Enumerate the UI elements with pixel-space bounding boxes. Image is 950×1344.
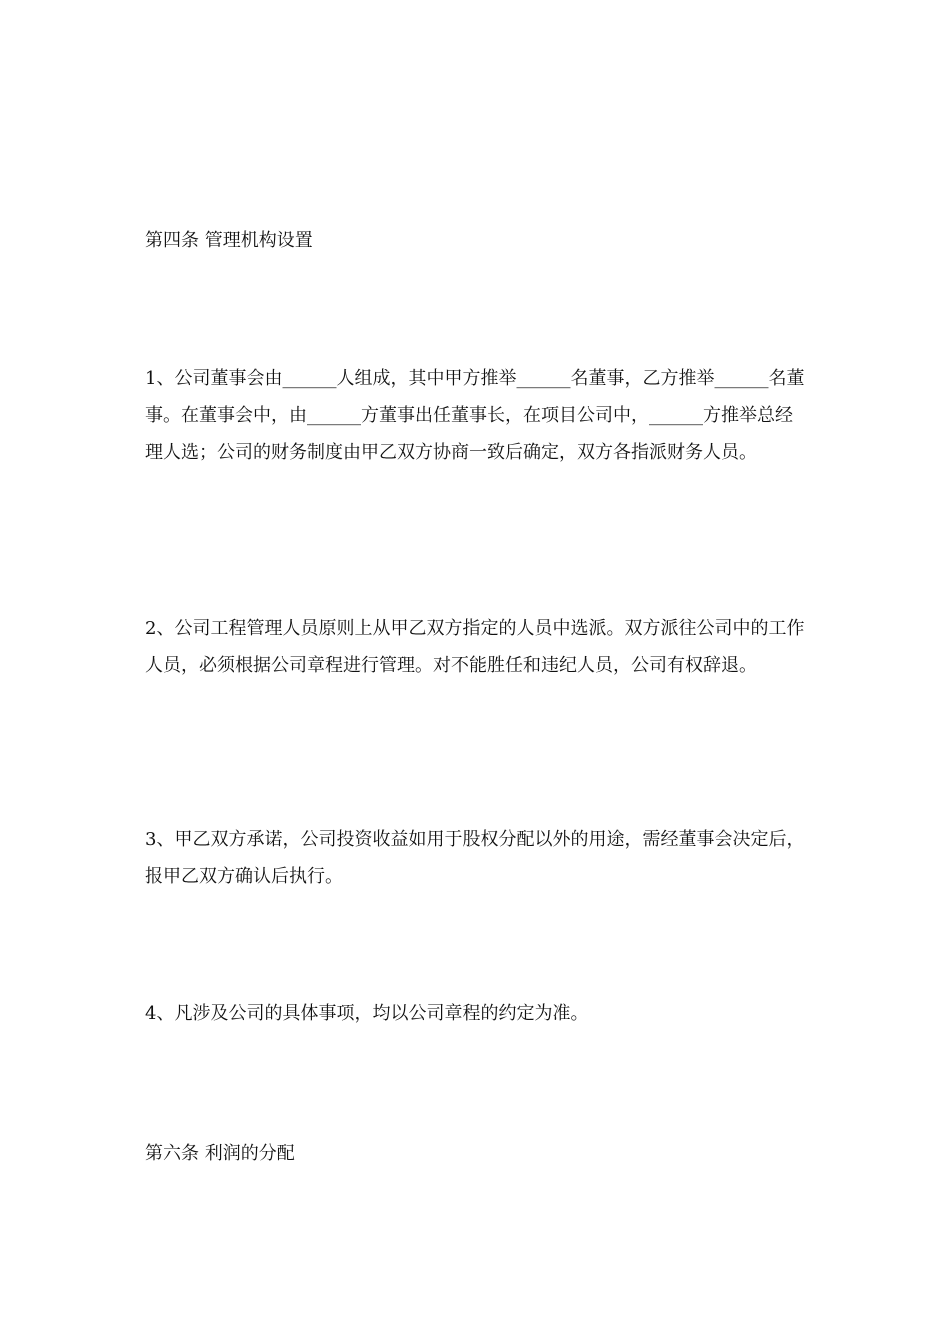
article-4-heading: 第四条 管理机构设置 xyxy=(145,230,313,251)
paragraph-board-composition: 1、公司董事会由______人组成，其中甲方推举______名董事，乙方推举______名董事。在董事会中，由______方董事出任董事长，在项目公司中，______方推举总经理人选；公司的财务制度由甲乙双方协商一致后确定，双方各指派财务人员。 xyxy=(145,368,805,463)
article-6-heading: 第六条 利润的分配 xyxy=(145,1143,295,1164)
paragraph-specific-matters: 4、凡涉及公司的具体事项，均以公司章程的约定为准。 xyxy=(145,1003,589,1024)
paragraph-engineering-staff: 2、公司工程管理人员原则上从甲乙双方指定的人员中选派。双方派往公司中的工作人员，必须根据公司章程进行管理。对不能胜任和违纪人员，公司有权辞退。 xyxy=(145,618,805,676)
paragraph-investment-returns: 3、甲乙双方承诺，公司投资收益如用于股权分配以外的用途，需经董事会决定后，报甲乙双方确认后执行。 xyxy=(145,829,805,887)
